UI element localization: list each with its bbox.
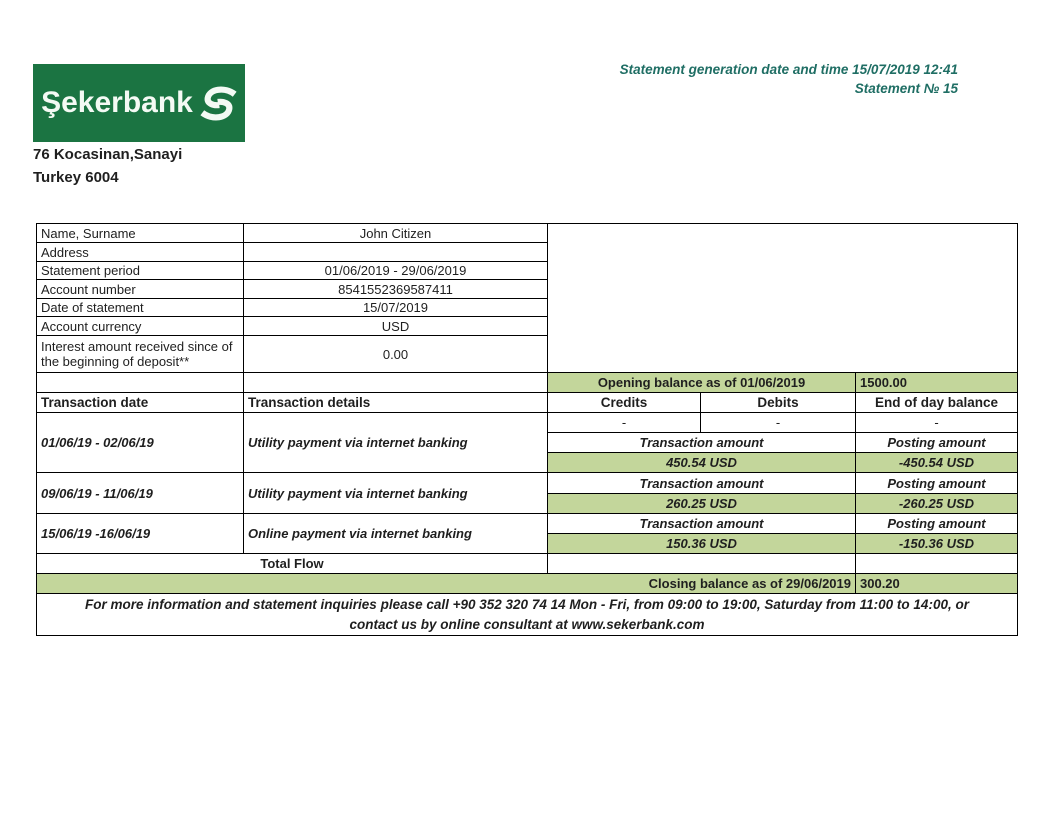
empty-cell	[244, 373, 548, 393]
col-header-transaction-date: Transaction date	[37, 393, 244, 413]
account-info-row	[37, 224, 1018, 243]
posting-amount-value: -450.54 USD	[856, 453, 1018, 473]
bank-logo-text: Şekerbank	[41, 86, 193, 119]
footer-note	[37, 594, 1018, 636]
info-label: Account number	[37, 280, 244, 299]
footer-line-1: For more information and statement inquiries please call +90 352 320 74 14 Mon - Fri, from 09:00 to 19:00, Saturday from 11:00 to 14:00, or	[85, 596, 969, 612]
empty-cell	[548, 554, 856, 574]
info-label: Address	[37, 243, 244, 262]
info-value: 01/06/2019 - 29/06/2019	[244, 262, 548, 280]
credits-value: -	[548, 413, 701, 433]
posting-amount-header: Posting amount	[856, 473, 1018, 494]
info-label: Date of statement	[37, 299, 244, 317]
info-value: USD	[244, 317, 548, 336]
info-label: Interest amount received since of the beginning of deposit**	[37, 336, 244, 373]
transaction-amount-value: 450.54 USD	[548, 453, 856, 473]
info-value: 8541552369587411	[244, 280, 548, 299]
info-value: John Citizen	[244, 224, 548, 243]
posting-amount-value: -260.25 USD	[856, 494, 1018, 514]
address-line-2: Turkey 6004	[33, 169, 119, 186]
col-header-credits: Credits	[548, 393, 701, 413]
info-value: 0.00	[244, 336, 548, 373]
bank-logo-s-icon	[200, 85, 237, 122]
statement-table	[36, 223, 1018, 636]
spacer-cell	[548, 224, 1018, 373]
posting-amount-header: Posting amount	[856, 433, 1018, 453]
transaction-date: 09/06/19 - 11/06/19	[37, 473, 244, 514]
transaction-details: Utility payment via internet banking	[244, 413, 548, 473]
total-flow-row	[37, 554, 1018, 574]
col-header-transaction-details: Transaction details	[244, 393, 548, 413]
generation-date-line: Statement generation date and time 15/07/2019 12:41	[619, 62, 958, 77]
col-header-debits: Debits	[701, 393, 856, 413]
end-of-day-value: -	[856, 413, 1018, 433]
total-flow-label: Total Flow	[37, 554, 548, 574]
empty-cell	[856, 554, 1018, 574]
closing-balance-row	[37, 574, 1018, 594]
info-label: Statement period	[37, 262, 244, 280]
transaction-row	[37, 413, 1018, 433]
transaction-details: Online payment via internet banking	[244, 514, 548, 554]
debits-value: -	[701, 413, 856, 433]
transaction-details: Utility payment via internet banking	[244, 473, 548, 514]
col-header-end-of-day-balance: End of day balance	[856, 393, 1018, 413]
transaction-row	[37, 473, 1018, 494]
transaction-amount-value: 260.25 USD	[548, 494, 856, 514]
posting-amount-value: -150.36 USD	[856, 534, 1018, 554]
footer-line-2: contact us by online consultant at www.sekerbank.com	[349, 616, 705, 632]
statement-generation-info	[620, 60, 958, 98]
bank-logo	[33, 64, 245, 142]
transaction-amount-value: 150.36 USD	[548, 534, 856, 554]
info-value: 15/07/2019	[244, 299, 548, 317]
closing-balance-value: 300.20	[856, 574, 1018, 594]
closing-balance-label: Closing balance as of 29/06/2019	[37, 574, 856, 594]
statement-number-line: Statement № 15	[854, 81, 958, 96]
posting-amount-header: Posting amount	[856, 514, 1018, 534]
opening-balance-row	[37, 373, 1018, 393]
info-label: Account currency	[37, 317, 244, 336]
info-value	[244, 243, 548, 262]
transaction-amount-header: Transaction amount	[548, 433, 856, 453]
column-header-row	[37, 393, 1018, 413]
empty-cell	[37, 373, 244, 393]
transaction-amount-header: Transaction amount	[548, 514, 856, 534]
branch-address	[33, 143, 182, 189]
footer-row	[37, 594, 1018, 636]
opening-balance-label: Opening balance as of 01/06/2019	[548, 373, 856, 393]
transaction-amount-header: Transaction amount	[548, 473, 856, 494]
transaction-date: 01/06/19 - 02/06/19	[37, 413, 244, 473]
info-label: Name, Surname	[37, 224, 244, 243]
opening-balance-value: 1500.00	[856, 373, 1018, 393]
transaction-row	[37, 514, 1018, 534]
address-line-1: 76 Kocasinan,Sanayi	[33, 146, 183, 163]
transaction-date: 15/06/19 -16/06/19	[37, 514, 244, 554]
